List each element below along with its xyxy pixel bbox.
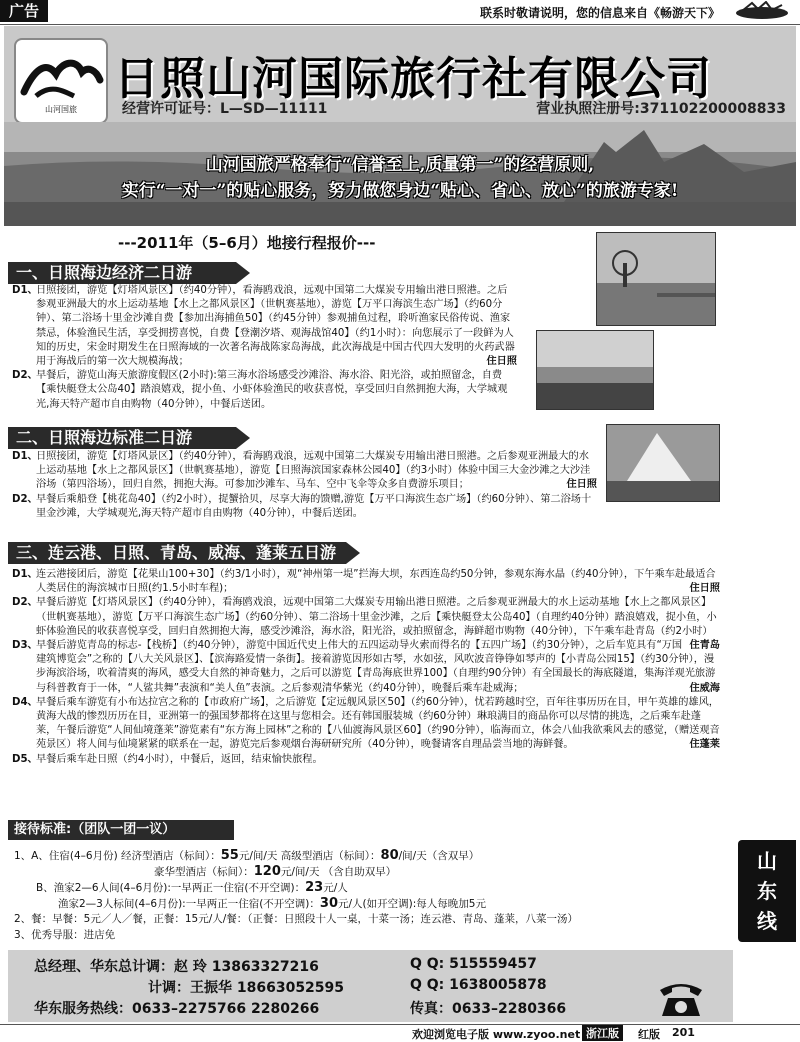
itinerary-day: D3、 早餐后游览青岛的标志-【栈桥】（约40分钟），游览中国近代史上伟大的五四运动导火索而得名的【五四广场】（约30分钟），之后车览具有“万国建筑博览会”之称的【八大关风景区】、【滨海路爱情一条街】。接着游览因形如古琴，水如弦，风吹波音铮铮如琴声的【小青岛公园15】（约30分钟），漫步海滨浴场，吹着清爽的海风，感受大自然的神奇魅力，之后可以游览【青岛海底世界100】（自理约90分钟）有全国最长的海底隧道，集海洋观光旅游与科普教育于一体，“人鲨共舞”表演和“美人鱼”表演。之后参观清华紫光（约40分钟），晚餐后乘车赴威海； 住威海	[12, 640, 720, 694]
photo-lighthouse-plaza	[596, 232, 716, 326]
itinerary-day: D1、 日照接团，游览【灯塔风景区】（约40分钟），看海鸥戏浪，远观中国第二大煤炭专用输出港日照港。之后参观亚洲最大的水上运动基地【水上之都风景区】（世帆赛基地），游览【日照海滨国家森林公园40】（约3小时）体验中国三大金沙滩之大沙洼浴场（第四浴场），回归自然，拥抱大海。可参加沙滩车、马车、空中飞伞等众多自费游乐项目； 住日照	[12, 451, 597, 491]
itinerary-day: D1、 日照接团，游览【灯塔风景区】（约40分钟），看海鸥戏浪，远观中国第二大煤炭专用输出港日照港。之后参观亚洲最大的水上运动基地【水上之都风景区】（世帆赛基地），游览【万平口海滨生态广场】（约60分钟）、第二浴场十里金沙滩自费【参加出海捕鱼50】（约45分钟）参观捕鱼过程，聆听渔家民俗传说、渔家禁忌，体验渔民生活，享受拥捞喜悦，自费【登潮汐塔、观海战馆40】（约1小时）：向您展示了一段鲜为人知的历史，宋金时期发生在日照海域的一次著名海战陈家岛海战，此次海战是中国古代四大发明的火药武器用于海战后的第一次大规模海战； 住日照	[12, 285, 517, 368]
source-note: 联系时敬请说明，您的信息来自《畅游天下》	[479, 6, 720, 20]
company-name: 日照山河国际旅行社有限公司	[114, 52, 713, 105]
edition-badge: 浙江版	[582, 1025, 623, 1041]
general-manager-contact: 总经理、华东总计调：赵 玲 13863327216	[34, 959, 319, 975]
registration-number: 营业执照注册号:371102200008833	[536, 101, 786, 117]
itinerary-day: D2、 早餐后，游览山海天旅游度假区(2小时):第三海水浴场感受沙滩浴、海水浴、阳光浴，或拍照留念，自费【乘快艇登太公岛40】踏浪嬉戏，捉小鱼、小虾体验渔民的收获喜悦，享受回归自然拥抱大海，大学城观光,海天特产超市自由购物（40分钟），中餐后送团。	[12, 370, 508, 410]
price-title: ---2011年（5–6月）地接行程报价---	[118, 234, 376, 252]
magazine-logo-icon	[732, 1, 792, 21]
ad-tag: 广告	[0, 0, 48, 22]
slogan-line-2: 实行“一对一”的贴心服务，努力做您身边“贴心、省心、放心”的旅游专家!	[121, 181, 679, 201]
license-number: 经营许可证号：L—SD—11111	[122, 101, 328, 117]
page-number: 201	[672, 1026, 695, 1039]
itinerary-day: D2、 早餐后乘船登【桃花岛40】（约2小时），捉蟹拾贝，尽享大海的馈赠,游览【万平口海滨生态广场】（约60分钟）、第二浴场十里金沙滩，大学城观光,海天特产超市自由购物（40分钟），中餐后送团。	[12, 493, 592, 519]
section-title-1: 一、日照海边经济二日游	[8, 262, 236, 284]
reception-line-1: 1、A、住宿(4–6月份) 经济型酒店（标间）：55元/间/天 高级型酒店（标间）：80/间/天（含双早）	[14, 848, 480, 863]
itinerary-2	[12, 450, 597, 521]
reception-line-5: 2、餐：早餐：5元／人／餐，正餐：15元/人/餐：（正餐：日照段十人一桌，十菜一汤；连云港、青岛、蓬莱，八菜一汤）	[14, 913, 579, 925]
photo-seaside-walkway	[536, 330, 654, 410]
reception-line-3: B、渔家2—6人间(4–6月份):一早两正一住宿(不开空调)：23元/人	[36, 880, 348, 895]
itinerary-1	[12, 284, 517, 412]
reception-line-2: 豪华型酒店（标间）：120元/间/天 （含自助双早）	[154, 864, 397, 879]
itinerary-day: D1、 连云港接团后，游览【花果山100+30】（约3/1小时），观“神州第一堤”拦海大坝，东西连岛约50分钟，参观东海水晶（约40分钟），下午乘车赴最适合人类居住的海滨城市日照(约1.5小时车程)； 住日照	[12, 569, 720, 595]
color-edition-label: 红版	[638, 1028, 660, 1041]
footer-website: 欢迎浏览电子版 www.zyoo.net	[412, 1028, 581, 1041]
region-tab: 山 东 线	[738, 840, 796, 942]
logo-caption: 山河国旅	[45, 105, 77, 114]
itinerary-3	[12, 568, 720, 767]
section-title-2: 二、日照海边标准二日游	[8, 427, 236, 449]
section-title-3: 三、连云港、日照、青岛、威海、蓬莱五日游	[8, 542, 346, 564]
fax-number: 传真：0633–2280366	[410, 1001, 567, 1017]
service-hotline: 华东服务热线：0633–2275766 2280266	[34, 1001, 320, 1017]
telephone-icon	[656, 978, 706, 1020]
operator-contact: 计调：王振华 18663052595	[148, 980, 345, 996]
itinerary-day: D5、 早餐后乘车赴日照（约4小时），中餐后，返回，结束愉快旅程。	[12, 753, 323, 765]
photo-sail-structure	[606, 424, 720, 502]
qq-1: Q Q: 515559457	[410, 956, 537, 972]
reception-line-4: 渔家2—3人标间(4–6月份):一早两正一住宿(不开空调)：30元/人(如开空调):每人每晚加5元	[58, 896, 486, 911]
itinerary-day: D2、 早餐后游览【灯塔风景区】（约40分钟），看海鸥戏浪，远观中国第二大煤炭专用输出港日照港。之后参观亚洲最大的水上运动基地【水上之都风景区】（世帆赛基地），游览【万平口海滨生态广场】（约60分钟）、第二浴场十里金沙滩，之后【乘快艇登太公岛40】（自理约40分钟）踏浪嬉戏，捉小鱼，小虾体验渔民的收获喜悦享受，回归自然拥抱大海，感受沙滩浴，海水浴，阳光浴，或拍照留念，海鲜超市购物（40分钟），下午乘车赴青岛（约2小时） 住青岛	[12, 597, 720, 652]
company-logo	[14, 38, 108, 124]
reception-title: 接待标准:（团队一团一议）	[8, 820, 234, 840]
itinerary-day: D4、 早餐后乘车游览有小布达拉宫之称的【市政府广场】，之后游览【定远舰风景区50】（约60分钟），忧若跨越时空，百年往事历历在目，甲午英雄的雄风，黄海大战的惨烈历历在目，亚洲第一的强国梦都将在这里与您相会。还有韩国服装城（约60分钟）琳琅满目的商品你可以尽情的挑选，之后乘车赴蓬莱，午餐后游览“人间仙境蓬莱”游览素有“东方海上园林”之称的【八仙渡海风景区60】（约90分钟），临海而立，体会八仙我欲乘风去的感觉，（赠送观音苑景区）将人间与仙境紧紧的联系在一起，游览完后参观烟台海研研究所（40分钟），晚餐请客自理品尝当地的海鲜餐。 住蓬莱	[12, 696, 720, 751]
qq-2: Q Q: 1638005878	[410, 977, 547, 993]
reception-line-6: 3、优秀导服：进店免	[14, 929, 116, 941]
slogan-line-1: 山河国旅严格奉行“信誉至上,质量第一”的经营原则,	[205, 155, 595, 175]
company-header	[4, 26, 796, 226]
